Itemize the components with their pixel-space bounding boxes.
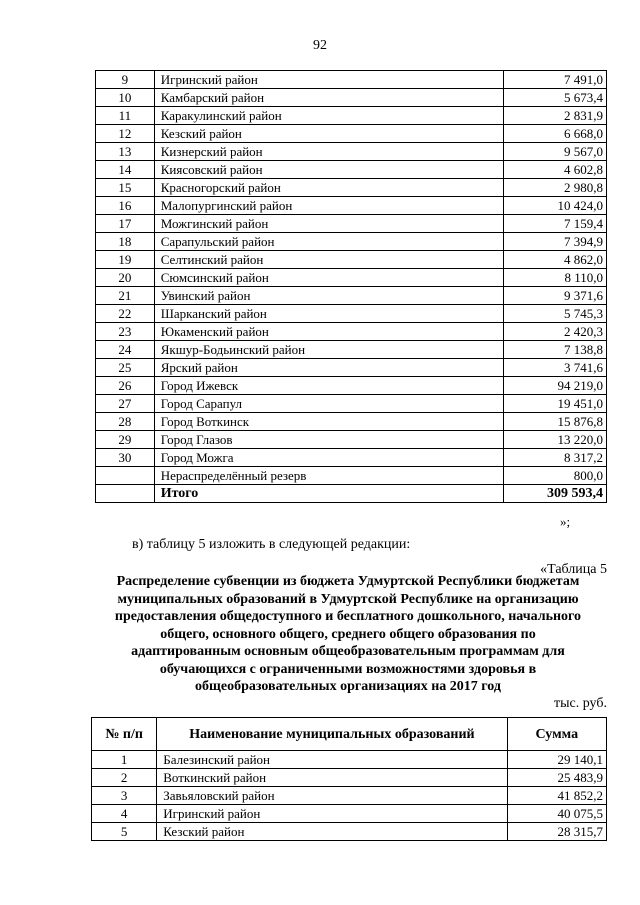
row-amount: 7 394,9 [504, 233, 607, 251]
title-line: предоставления общедоступного и бесплатного дошкольного, начального [114, 609, 582, 624]
table-row [92, 787, 607, 805]
row-number: 2 [92, 769, 157, 787]
table-row [96, 449, 607, 467]
row-number: 4 [92, 805, 157, 823]
table-row [96, 269, 607, 287]
row-amount: 94 219,0 [504, 377, 607, 395]
table-row [96, 233, 607, 251]
row-amount: 28 315,7 [507, 823, 606, 841]
row-amount: 7 138,8 [504, 341, 607, 359]
title-line: общеобразовательных организациях на 2017 год [195, 679, 501, 694]
title-line: муниципальных образований в Удмуртской Республике на организацию [117, 591, 579, 607]
row-amount: 4 862,0 [504, 251, 607, 269]
row-number: 5 [92, 823, 157, 841]
row-number: 27 [96, 395, 155, 413]
municipality-name: Сюмсинский район [154, 269, 504, 287]
row-number: 21 [96, 287, 155, 305]
row-number: 3 [92, 787, 157, 805]
table-row [96, 89, 607, 107]
row-amount: 800,0 [504, 467, 607, 485]
row-number: 25 [96, 359, 155, 377]
municipality-name: Кизнерский район [154, 143, 504, 161]
row-amount: 15 876,8 [504, 413, 607, 431]
row-number: 22 [96, 305, 155, 323]
municipality-name: Ярский район [154, 359, 504, 377]
municipality-name: Малопургинский район [154, 197, 504, 215]
table-row [92, 769, 607, 787]
table-row [96, 287, 607, 305]
total-number-cell [96, 485, 155, 503]
row-amount: 4 602,8 [504, 161, 607, 179]
table-row [96, 359, 607, 377]
municipality-name: Селтинский район [154, 251, 504, 269]
row-number: 17 [96, 215, 155, 233]
row-amount: 9 567,0 [504, 143, 607, 161]
closing-quote-mark: »; [560, 514, 571, 529]
row-number [96, 467, 155, 485]
page-number: 92 [313, 38, 327, 53]
table-row [96, 215, 607, 233]
row-number: 30 [96, 449, 155, 467]
row-number: 9 [96, 71, 155, 89]
table-5-body [92, 751, 607, 841]
table-row [96, 323, 607, 341]
table-row [92, 805, 607, 823]
units-label: тыс. руб. [554, 696, 607, 711]
row-amount: 8 317,2 [504, 449, 607, 467]
table-row [96, 467, 607, 485]
municipality-name: Город Сарапул [154, 395, 504, 413]
municipality-name: Город Воткинск [154, 413, 504, 431]
total-label: Итого [154, 485, 504, 503]
municipality-name: Балезинский район [157, 751, 507, 769]
table-5 [91, 717, 607, 841]
row-amount: 7 159,4 [504, 215, 607, 233]
row-number: 18 [96, 233, 155, 251]
table-row [96, 71, 607, 89]
row-amount: 9 371,6 [504, 287, 607, 305]
subsidy-table-body [96, 71, 607, 503]
row-number: 20 [96, 269, 155, 287]
table-row [96, 377, 607, 395]
row-amount: 19 451,0 [504, 395, 607, 413]
row-number: 29 [96, 431, 155, 449]
subsidy-table-continued [95, 70, 607, 503]
row-number: 10 [96, 89, 155, 107]
row-number: 15 [96, 179, 155, 197]
municipality-name: Город Ижевск [154, 377, 504, 395]
municipality-name: Юкаменский район [154, 323, 504, 341]
row-amount: 7 491,0 [504, 71, 607, 89]
municipality-name: Шарканский район [154, 305, 504, 323]
row-number: 11 [96, 107, 155, 125]
municipality-name: Город Можга [154, 449, 504, 467]
title-line: общего, основного общего, среднего общего образования по [160, 626, 536, 642]
table-row [96, 179, 607, 197]
municipality-name: Красногорский район [154, 179, 504, 197]
title-line: обучающихся с ограниченными возможностями здоровья в [159, 661, 537, 677]
municipality-name: Игринский район [154, 71, 504, 89]
row-amount: 41 852,2 [507, 787, 606, 805]
row-number: 13 [96, 143, 155, 161]
row-amount: 3 741,6 [504, 359, 607, 377]
row-amount: 5 673,4 [504, 89, 607, 107]
amendment-instruction: в) таблицу 5 изложить в следующей редакции: [132, 537, 411, 552]
row-amount: 2 831,9 [504, 107, 607, 125]
row-amount: 13 220,0 [504, 431, 607, 449]
municipality-name: Якшур-Бодьинский район [154, 341, 504, 359]
table-row [96, 305, 607, 323]
total-row [96, 485, 607, 503]
row-amount: 25 483,9 [507, 769, 606, 787]
row-amount: 6 668,0 [504, 125, 607, 143]
row-amount: 2 980,8 [504, 179, 607, 197]
total-amount: 309 593,4 [504, 485, 607, 503]
table-row [92, 751, 607, 769]
row-amount: 29 140,1 [507, 751, 606, 769]
municipality-name: Киясовский район [154, 161, 504, 179]
row-amount: 10 424,0 [504, 197, 607, 215]
header-amount: Сумма [507, 718, 606, 751]
row-amount: 40 075,5 [507, 805, 606, 823]
municipality-name: Игринский район [157, 805, 507, 823]
municipality-name: Город Глазов [154, 431, 504, 449]
table-header-row [92, 718, 607, 751]
title-line: Распределение субвенции из бюджета Удмуртской Республики бюджетам [116, 574, 580, 589]
row-number: 24 [96, 341, 155, 359]
table-row [96, 395, 607, 413]
title-line: адаптированным основным общеобразовательным программам для [131, 644, 565, 659]
table-row [96, 161, 607, 179]
municipality-name: Каракулинский район [154, 107, 504, 125]
table-row [96, 125, 607, 143]
row-number: 23 [96, 323, 155, 341]
municipality-name: Кезский район [154, 125, 504, 143]
table-row [96, 413, 607, 431]
row-amount: 2 420,3 [504, 323, 607, 341]
table-row [96, 431, 607, 449]
municipality-name: Увинский район [154, 287, 504, 305]
table-row [96, 143, 607, 161]
table-row [96, 197, 607, 215]
row-amount: 8 110,0 [504, 269, 607, 287]
municipality-name: Камбарский район [154, 89, 504, 107]
row-amount: 5 745,3 [504, 305, 607, 323]
row-number: 26 [96, 377, 155, 395]
row-number: 16 [96, 197, 155, 215]
table-row [92, 823, 607, 841]
row-number: 14 [96, 161, 155, 179]
row-number: 28 [96, 413, 155, 431]
municipality-name: Завьяловский район [157, 787, 507, 805]
row-number: 12 [96, 125, 155, 143]
table-row [96, 107, 607, 125]
header-number: № п/п [92, 718, 157, 751]
municipality-name: Кезский район [157, 823, 507, 841]
table-label: «Таблица 5 [540, 562, 607, 577]
municipality-name: Нераспределённый резерв [154, 467, 504, 485]
municipality-name: Сарапульский район [154, 233, 504, 251]
municipality-name: Воткинский район [157, 769, 507, 787]
table-row [96, 251, 607, 269]
table-row [96, 341, 607, 359]
table-title [88, 573, 608, 696]
row-number: 1 [92, 751, 157, 769]
header-name: Наименование муниципальных образований [157, 718, 507, 751]
row-number: 19 [96, 251, 155, 269]
municipality-name: Можгинский район [154, 215, 504, 233]
